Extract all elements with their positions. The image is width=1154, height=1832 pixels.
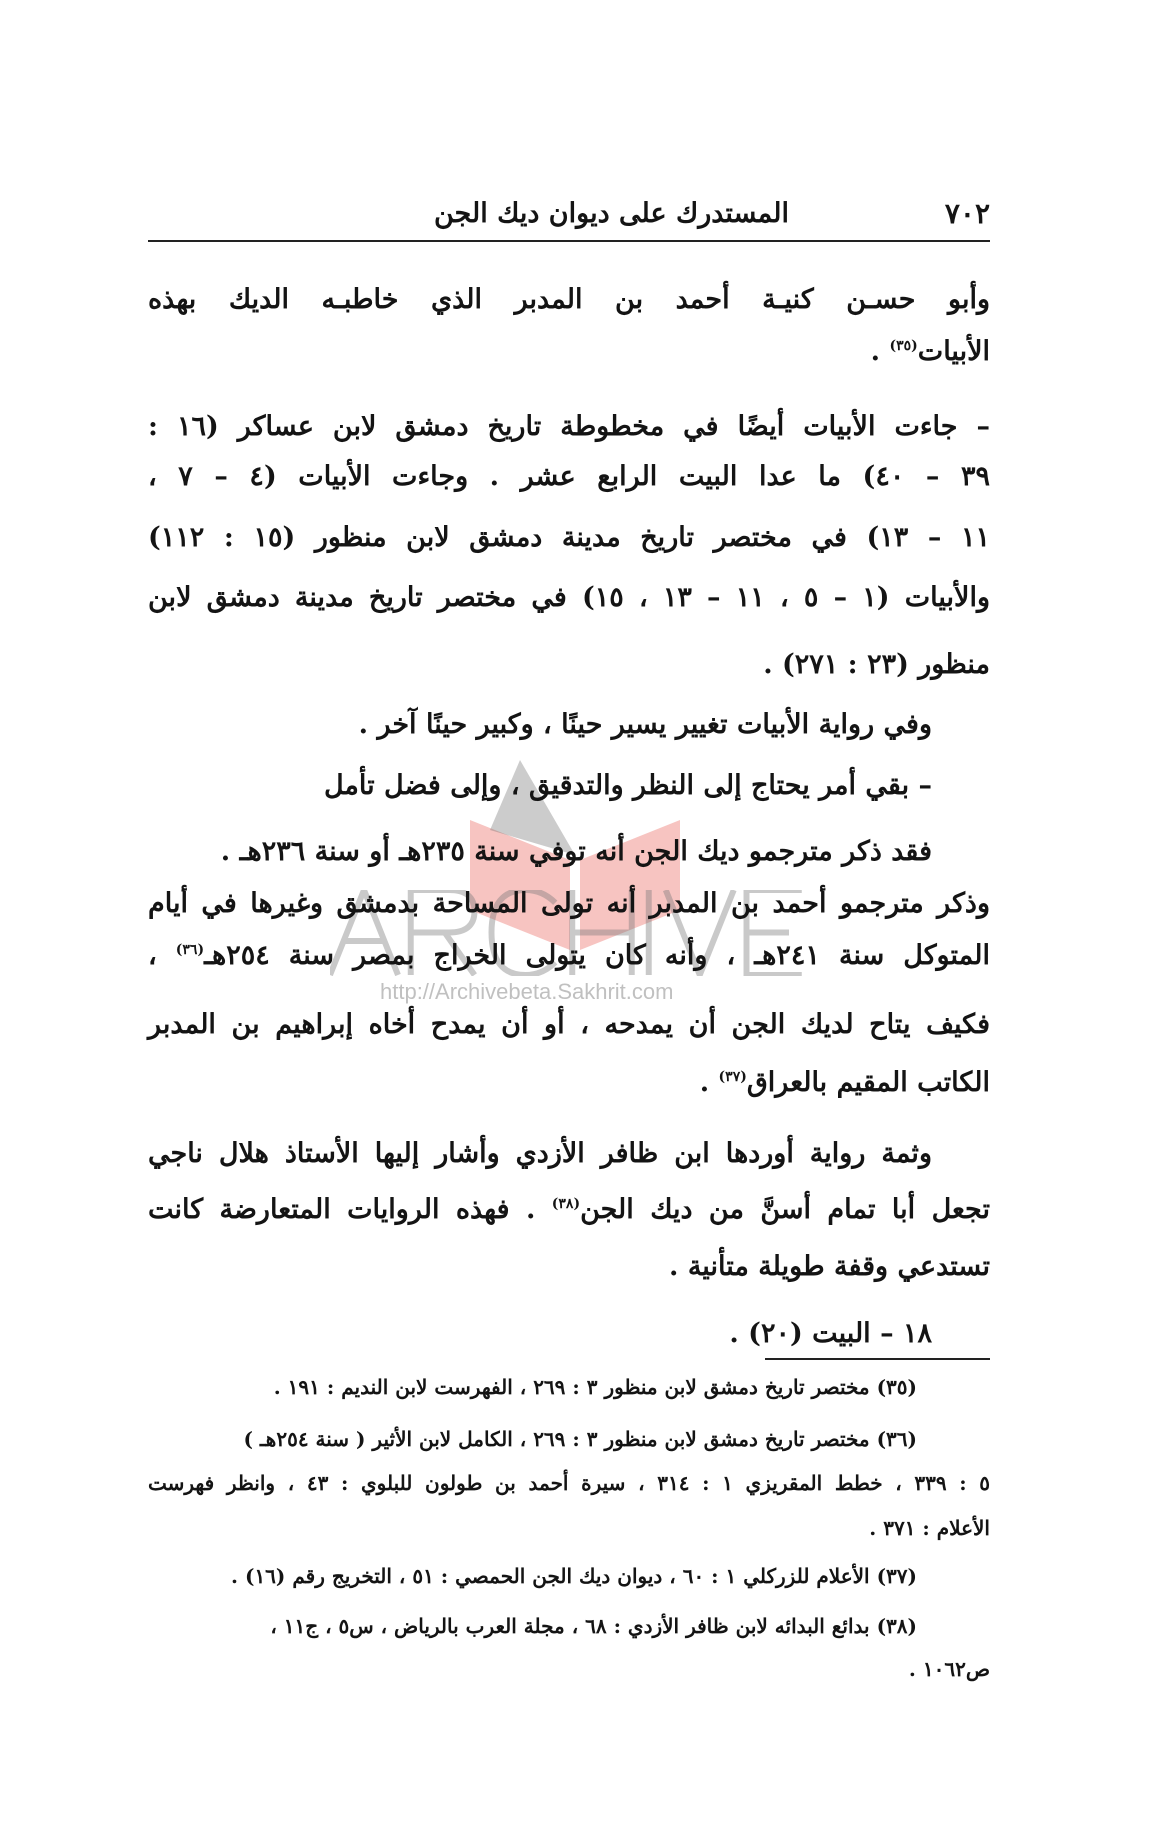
body-line-text: الكاتب المقيم بالعراق bbox=[746, 1067, 990, 1098]
body-line: – بقي أمر يحتاج إلى النظر والتدقيق ، وإلى فضل تأمل bbox=[323, 770, 932, 801]
body-line: ٣٩ – ٤٠) ما عدا البيت الرابع عشر . وجاءت الأبيات (٤ – ٧ ، bbox=[148, 461, 990, 492]
body-line-text: تجعل أبا تمام أسنَّ من ديك الجن bbox=[580, 1194, 990, 1225]
body-line-text: المتوكل سنة ٢٤١هـ ، وأنه كان يتولى الخراج بمصر سنة ٢٥٤هـ bbox=[204, 940, 990, 971]
footnote-ref: (٣٥) bbox=[889, 338, 918, 354]
footnote: (٣٦) مختصر تاريخ دمشق لابن منظور ٣ : ٢٦٩ ، الكامل لابن الأثير ( سنة ٢٥٤هـ ) bbox=[243, 1427, 917, 1451]
body-line: وذكر مترجمو أحمد بن المدبر أنه تولى المساحة بدمشق وغيرها في أيام bbox=[148, 888, 990, 919]
body-line: تستدعي وقفة طويلة متأنية . bbox=[669, 1251, 990, 1282]
header-rule bbox=[148, 240, 990, 242]
body-line: منظور (٢٣ : ٢٧١) . bbox=[763, 649, 990, 680]
footnote: ص١٠٦٢ . bbox=[908, 1657, 990, 1681]
body-line-text: . فهذه الروايات المتعارضة كانت bbox=[148, 1194, 552, 1225]
footnote: (٣٨) بدائع البدائه لابن ظافر الأزدي : ٦٨ ، مجلة العرب بالرياض ، س٥ ، ج١١ ، bbox=[270, 1614, 917, 1638]
watermark-url: http://Archivebeta.Sakhrit.com bbox=[380, 979, 674, 1004]
body-line bbox=[148, 942, 990, 969]
footnote: (٣٧) الأعلام للزركلي ١ : ٦٠ ، ديوان ديك الجن الحمصي : ٥١ ، التخريج رقم (١٦) . bbox=[231, 1564, 917, 1588]
body-line-text: . bbox=[870, 336, 890, 367]
footnote: (٣٥) مختصر تاريخ دمشق لابن منظور ٣ : ٢٦٩ ، الفهرست لابن النديم : ١٩١ . bbox=[273, 1375, 917, 1399]
body-line: والأبيات (١ – ٥ ، ١١ – ١٣ ، ١٥) في مختصر تاريخ مدينة دمشق لابن bbox=[148, 582, 990, 613]
running-title: المستدرك على ديوان ديك الجن bbox=[433, 198, 789, 229]
footnote: ٥ : ٣٣٩ ، خطط المقريزي ١ : ٣١٤ ، سيرة أحمد بن طولون للبلوي : ٤٣ ، وانظر فهرست bbox=[148, 1471, 991, 1495]
footnote-ref: (٣٧) bbox=[718, 1069, 747, 1085]
body-line bbox=[148, 1196, 990, 1223]
footnote: الأعلام : ٣٧١ . bbox=[869, 1516, 990, 1540]
body-line bbox=[700, 1069, 990, 1096]
body-line: وأبو حسـن كنيـة أحمد بن المدبر الذي خاطبـه الديك بهذه bbox=[148, 284, 990, 315]
body-line: وفي رواية الأبيات تغيير يسير حينًا ، وكبير حينًا آخر . bbox=[358, 709, 932, 740]
body-line: فقد ذكر مترجمو ديك الجن أنه توفي سنة ٢٣٥هـ أو سنة ٢٣٦هـ . bbox=[220, 836, 932, 867]
section-item: ١٨ – البيت (٢٠) . bbox=[729, 1318, 932, 1349]
footnote-ref: (٣٨) bbox=[551, 1196, 581, 1212]
footnote-ref: (٣٦) bbox=[175, 942, 205, 958]
page-number: ٧٠٢ bbox=[944, 197, 990, 230]
body-line: ١١ – ١٣) في مختصر تاريخ مدينة دمشق لابن منظور (١٥ : ١١٢) bbox=[148, 522, 990, 553]
body-line: فكيف يتاح لديك الجن أن يمدحه ، أو أن يمدح أخاه إبراهيم بن المدبر bbox=[148, 1009, 990, 1040]
body-line-text: الأبيات bbox=[917, 336, 990, 367]
body-line-text: ، bbox=[148, 940, 176, 971]
body-line: وثمة رواية أوردها ابن ظافر الأزدي وأشار إليها الأستاذ هلال ناجي bbox=[148, 1138, 932, 1169]
footnote-rule bbox=[765, 1358, 990, 1360]
body-line: – جاءت الأبيات أيضًا في مخطوطة تاريخ دمشق لابن عساكر (١٦ : bbox=[148, 411, 990, 442]
body-line-text: . bbox=[699, 1067, 719, 1098]
body-line bbox=[871, 338, 990, 365]
